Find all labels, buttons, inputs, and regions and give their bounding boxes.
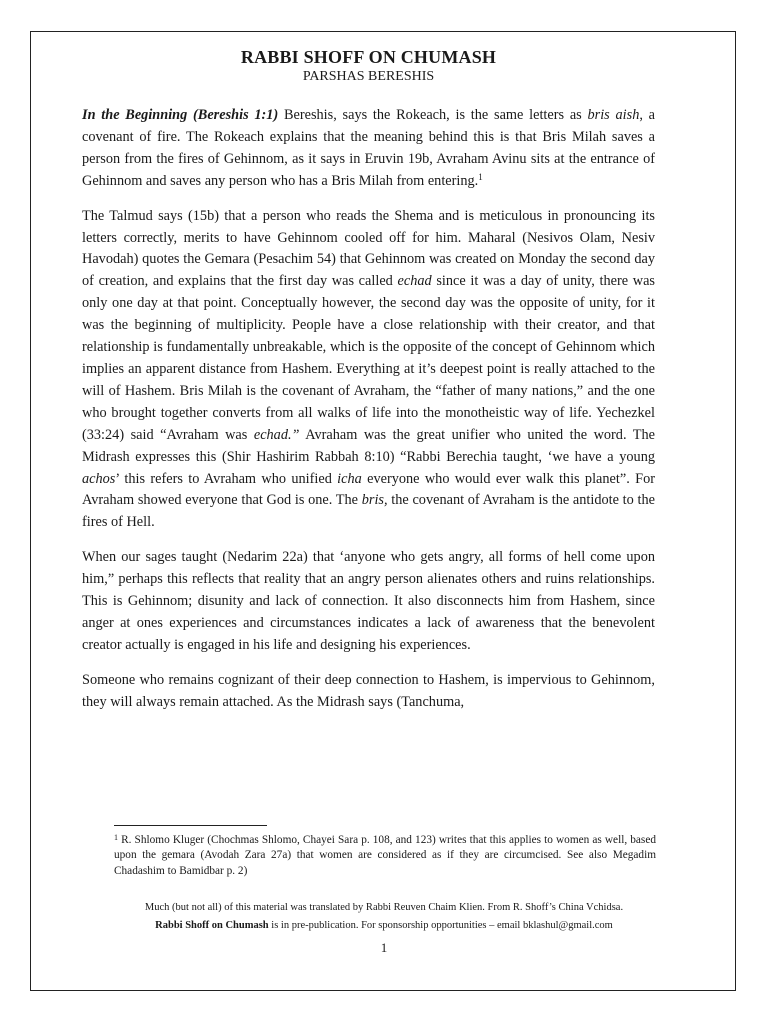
- footnote-marker: 1: [114, 833, 118, 842]
- footnote-reference[interactable]: 1: [478, 171, 483, 182]
- paragraph-2-text-f: the covenant of Avraham is the antidote to the fires of Hell.: [82, 492, 655, 531]
- paragraph-1-italic-a: bris aish: [587, 107, 640, 123]
- paragraph-1-text-a: Bereshis, says the Rokeach, is the same letters as: [278, 107, 588, 123]
- paragraph-2-text-b: since it was a day of unity, there was only one day at that point. Conceptually however, the second day was the opposite of unity, for it was the beginning of multiplicity. People have a close relationship with their creator, and that relationship is fundamentally unbreakable, which is the opposite of the concept of Gehinnom which implies an apparent distance from Hashem. Everything at it’s deepest point is really attached to the will of Hashem. Bris Milah is the covenant of Avraham, the “father of many nations,” and the one who brought together converts from all walks of life into the monotheistic way of life. Yechezkel (33:24) said “Avraham was: [82, 273, 655, 443]
- section-heading: In the Beginning (Bereshis 1:1): [82, 107, 279, 123]
- paragraph-2-text-a: The Talmud says (15b) that a person who reads the Shema and is meticulous in pronouncing its letters correctly, merits to have Gehinnom cooled off for him. Maharal (Nesivos Olam, Nesiv Havodah) quotes the Gemara (Pesachim 54) that Gehinnom was created on Monday the second day of creation, and explains that the first day was called: [82, 207, 655, 290]
- paragraph-2-italic-c: achos: [82, 470, 116, 487]
- page-number: 1: [380, 940, 388, 955]
- credits-line-1: Much (but not all) of this material was translated by Rabbi Reuven Chaim Klien. From R. Shoff’s China Vchidsa.: [144, 902, 624, 913]
- footnote: [114, 833, 656, 879]
- credits-line-2-text: is in pre-publication. For sponsorship opportunities – email bklashul@gmail.com: [268, 920, 613, 931]
- credits: [60, 899, 708, 935]
- paragraph-2-text-d: ’ this refers to Avraham who unified: [115, 470, 338, 487]
- paragraph-3: When our sages taught (Nedarim 22a) that ‘anyone who gets angry, all forms of hell come upon him,” perhaps this reflects that reality that an angry person alienates others and ruins relationships. This is Gehinnom; disunity and lack of connection. It also disconnects him from Hashem, since anger at ones experiences and circumstances indicates a lack of awareness that the benevolent creator actually is engaged in his life and designing his experiences.: [82, 549, 655, 653]
- paragraph-2-italic-e: bris,: [361, 492, 388, 509]
- page-title: RABBI SHOFF ON CHUMASH: [240, 47, 497, 67]
- page-content: [82, 46, 655, 714]
- paragraph-2-italic-a: echad: [397, 273, 432, 290]
- paragraph-1-text-b: , a covenant of fire. The Rokeach explains that the meaning behind this is that Bris Milah saves a person from the fires of Gehinnom, as it says in Eruvin 19b, Avraham Avinu sits at the entrance of Gehinnom and saves any person who has a Bris Milah from entering.: [82, 107, 656, 189]
- paragraph-2-italic-b: echad.”: [253, 426, 300, 443]
- paragraph-2: [82, 206, 655, 535]
- paragraph-2-italic-d: icha: [337, 470, 362, 487]
- credits-line-2: [60, 917, 708, 935]
- footnote-divider: [114, 825, 267, 826]
- page-subtitle: PARSHAS BERESHIS: [302, 69, 435, 84]
- paragraph-4: Someone who remains cognizant of their deep connection to Hashem, is impervious to Gehinnom, they will always remain attached. As the Midrash says (Tanchuma,: [82, 671, 655, 710]
- paragraph-1: [82, 105, 655, 193]
- paragraph-2-text-c: Avraham was the great unifier who united the word. The Midrash expresses this (Shir Hashirim Rabbah 8:10) “Rabbi Berechia taught, ‘we have a young: [82, 426, 655, 465]
- book-title: Rabbi Shoff on Chumash: [155, 920, 269, 931]
- paragraph-2-text-e: everyone who would ever walk this planet”. For Avraham showed everyone that God is one. The: [82, 470, 655, 509]
- footnote-text: R. Shlomo Kluger (Chochmas Shlomo, Chayei Sara p. 108, and 123) writes that this applies to women as well, based upon the gemara (Avodah Zara 27a) that women are considered as if they are circumcised. See also Megadim Chadashim to Bamidbar p. 2): [114, 834, 656, 877]
